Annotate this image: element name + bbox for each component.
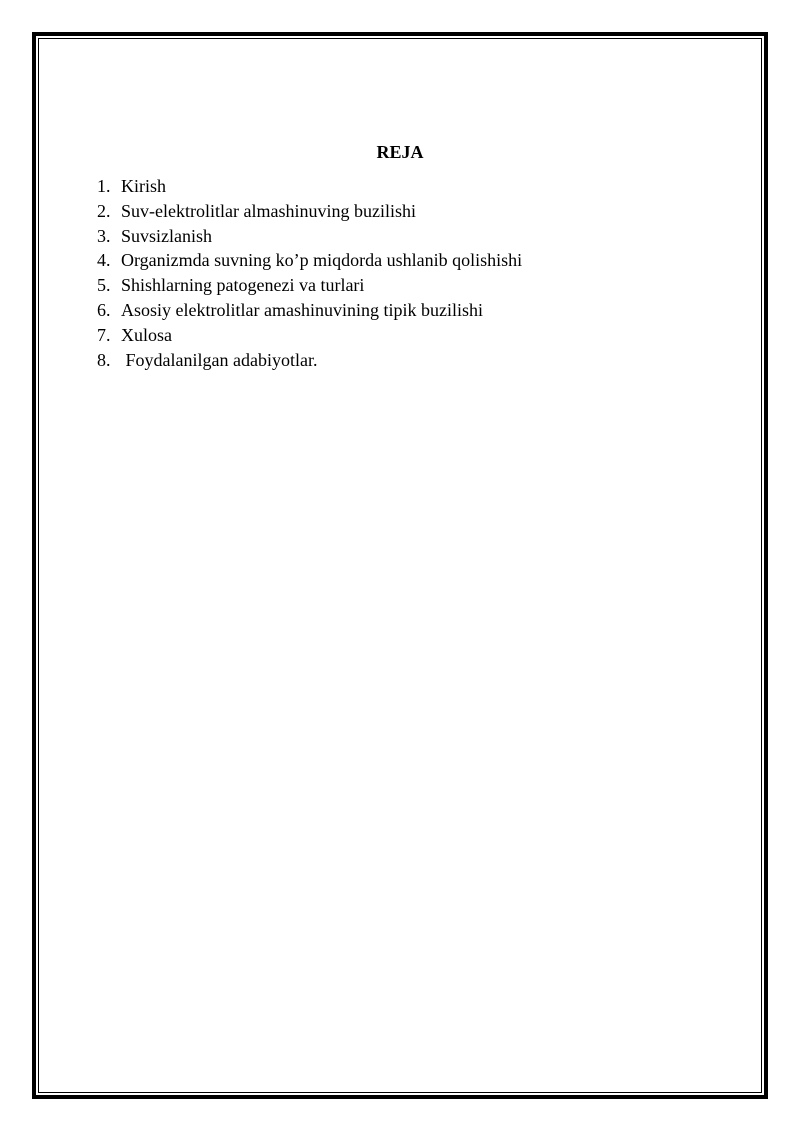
list-item-number: 4.: [97, 250, 111, 271]
list-item-number: 2.: [97, 200, 111, 221]
plan-list: [97, 174, 522, 372]
list-item: [97, 323, 522, 348]
list-item-number: 3.: [97, 225, 111, 246]
list-item: [97, 199, 522, 224]
list-item-number: 8.: [97, 349, 111, 370]
list-item-text: Asosiy elektrolitlar amashinuvining tipik buzilishi: [121, 299, 483, 320]
list-item: [97, 224, 522, 249]
list-item: [97, 273, 522, 298]
plan-heading: REJA: [376, 142, 424, 162]
list-item-number: 5.: [97, 275, 111, 296]
list-item: [97, 348, 522, 373]
list-item-text: Xulosa: [121, 324, 172, 345]
list-item-number: 6.: [97, 299, 111, 320]
list-item: [97, 174, 522, 199]
list-item: [97, 298, 522, 323]
list-item: [97, 248, 522, 273]
list-item-number: 7.: [97, 324, 111, 345]
list-item-number: 1.: [97, 176, 111, 196]
list-item-text: Kirish: [121, 176, 166, 196]
list-item-text: Organizmda suvning ko’p miqdorda ushlanib qolishishi: [121, 250, 523, 271]
list-item-text: Suv-elektrolitlar almashinuving buzilishi: [121, 200, 416, 221]
list-item-text: Foydalanilgan adabiyotlar.: [121, 349, 318, 370]
list-item-text: Suvsizlanish: [121, 225, 213, 246]
list-item-text: Shishlarning patogenezi va turlari: [121, 275, 365, 296]
